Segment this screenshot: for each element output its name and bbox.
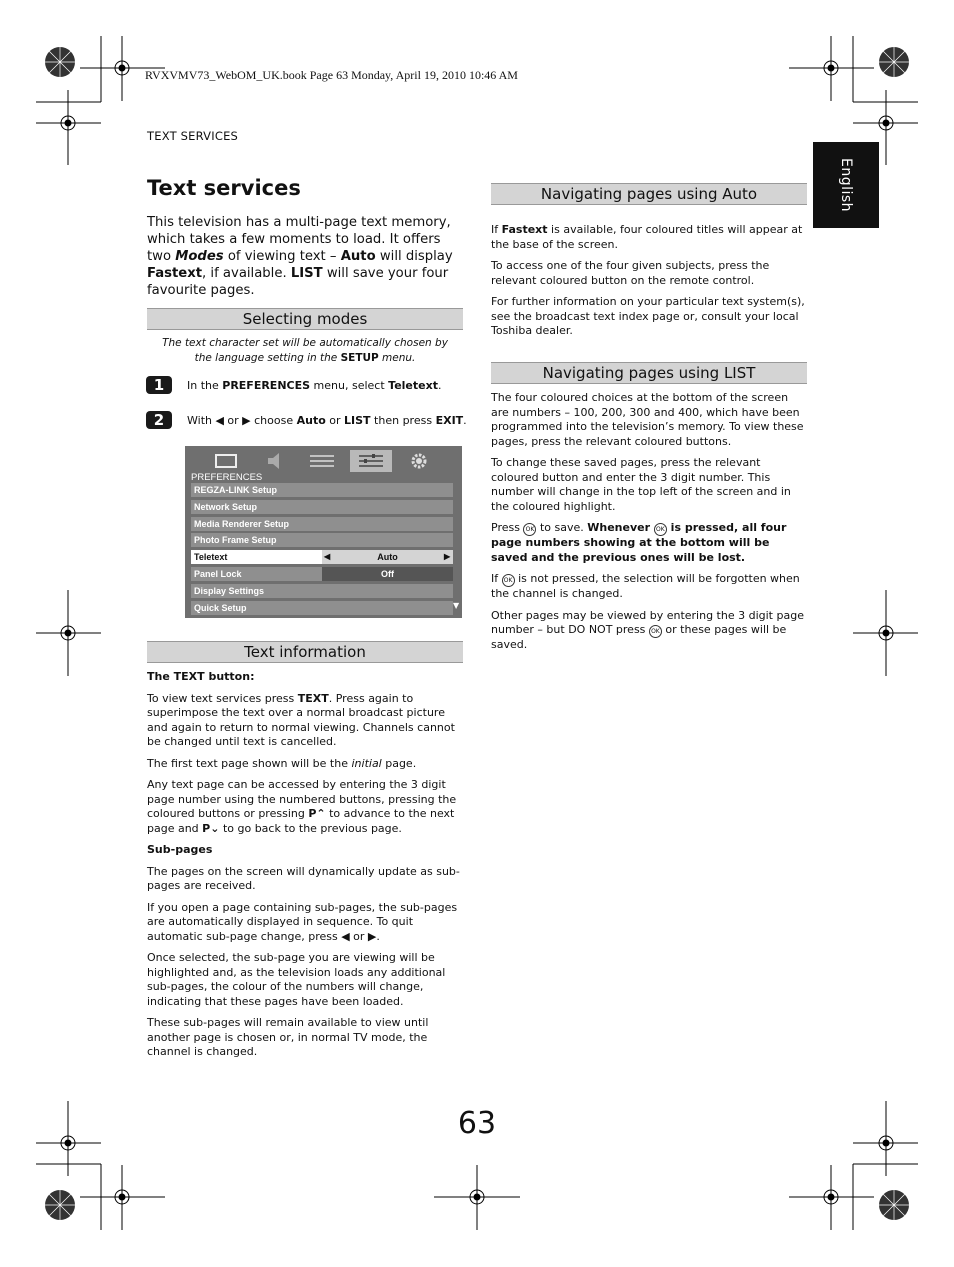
menu-item-display-settings[interactable]: Display Settings bbox=[191, 584, 453, 598]
menu-item-photo-frame[interactable]: Photo Frame Setup bbox=[191, 533, 453, 547]
text-info-paragraph: Any text page can be accessed by entering the 3 digit page number using the numbered buttons, pressing the coloured buttons or pressing P⌃ to advance to the next page and P⌄ to go back to the previous page. bbox=[147, 778, 457, 835]
sub-pages-subheading: Sub-pages bbox=[147, 843, 213, 856]
character-set-note: The text character set will be automatically chosen by the language setting in the SETUP menu. bbox=[162, 337, 448, 364]
nav-list-paragraph: If OK is not pressed, the selection will be forgotten when the channel is changed. bbox=[491, 572, 800, 600]
left-arrow-icon[interactable]: ◀ bbox=[324, 552, 331, 561]
ok-button-icon: OK bbox=[654, 523, 667, 536]
ok-button-icon: OK bbox=[649, 625, 662, 638]
language-tab-label: English bbox=[838, 157, 854, 213]
language-tab bbox=[813, 142, 879, 228]
nav-auto-paragraph: For further information on your particular text system(s), see the broadcast text index page or, consult your local Toshiba dealer. bbox=[491, 295, 805, 337]
text-info-paragraph: Once selected, the sub-page you are viewing will be highlighted and, as the television loads any additional sub-pages, the colour of the numbers will change, indicating that these pages have been loaded. bbox=[147, 951, 446, 1008]
nav-auto-paragraph: If Fastext is available, four coloured titles will appear at the base of the screen. bbox=[491, 223, 803, 251]
text-info-paragraph: The first text page shown will be the initial page. bbox=[147, 756, 417, 770]
text-info-paragraph: To view text services press TEXT. Press again to superimpose the text over a normal broadcast picture and again to return to normal viewing. Channels cannot be changed until text is cancelled. bbox=[147, 691, 455, 748]
nav-auto-heading: Navigating pages using Auto bbox=[491, 183, 807, 205]
intro-paragraph: This television has a multi-page text memory, which takes a few moments to load. It offers two Modes of viewing text – Auto will display Fastext, if available. LIST will save your four favourite pages. bbox=[147, 215, 453, 298]
text-info-paragraph: These sub-pages will remain available to view until another page is chosen or, in normal TV mode, the channel is changed. bbox=[147, 1016, 429, 1058]
scroll-down-icon[interactable]: ▼ bbox=[453, 601, 460, 610]
nav-list-paragraph: The four coloured choices at the bottom of the screen are numbers – 100, 200, 300 and 400, which have been programmed into the television’s memory. To view these pages, press the relevant coloured buttons. bbox=[491, 391, 804, 448]
picture-icon[interactable] bbox=[207, 450, 245, 472]
nav-list-paragraph: Other pages may be viewed by entering the 3 digit page number – but DO NOT press OK or these pages will be saved. bbox=[491, 608, 804, 651]
preferences-icon[interactable] bbox=[350, 450, 392, 472]
menu-item-media-renderer[interactable]: Media Renderer Setup bbox=[191, 517, 453, 531]
text-information-body bbox=[147, 670, 465, 1067]
nav-auto-body bbox=[491, 223, 807, 346]
text-info-paragraph: The pages on the screen will dynamically update as sub-pages are received. bbox=[147, 864, 460, 892]
preferences-menu-screenshot bbox=[185, 446, 462, 618]
step-2-text: With ◀ or ▶ choose Auto or LIST then press EXIT. bbox=[187, 414, 467, 427]
page-title: Text services bbox=[147, 176, 301, 200]
sound-icon[interactable] bbox=[255, 450, 293, 472]
menu-item-network-setup[interactable]: Network Setup bbox=[191, 500, 453, 514]
ok-button-icon: OK bbox=[523, 523, 536, 536]
nav-list-heading: Navigating pages using LIST bbox=[491, 362, 807, 384]
panel-lock-value[interactable]: Off bbox=[322, 567, 453, 581]
nav-list-body bbox=[491, 391, 809, 660]
section-label: TEXT SERVICES bbox=[147, 129, 239, 143]
text-info-paragraph: If you open a page containing sub-pages, the sub-pages are automatically displayed in sequence. To quit automatic sub-page change, press ◀ or ▶. bbox=[147, 900, 458, 943]
text-information-heading: Text information bbox=[147, 641, 463, 663]
teletext-value[interactable]: Auto bbox=[322, 550, 453, 564]
step-1-text: In the PREFERENCES menu, select Teletext. bbox=[187, 379, 442, 392]
ok-button-icon: OK bbox=[502, 574, 515, 587]
nav-list-paragraph: Press OK to save. Whenever OK is pressed, all four page numbers showing at the bottom will be saved and the previous ones will be lost. bbox=[491, 521, 787, 564]
page-number: 63 bbox=[457, 1106, 497, 1141]
selecting-modes-heading: Selecting modes bbox=[147, 308, 463, 330]
settings-gear-icon[interactable] bbox=[400, 450, 438, 472]
step-2-badge: 2 bbox=[146, 411, 172, 429]
step-1-badge: 1 bbox=[146, 376, 172, 394]
file-header: RVXVMV73_WebOM_UK.book Page 63 Monday, April 19, 2010 10:46 AM bbox=[145, 68, 518, 82]
text-button-subheading: The TEXT button: bbox=[147, 670, 255, 683]
nav-auto-paragraph: To access one of the four given subjects, press the relevant coloured button on the remote control. bbox=[491, 259, 770, 287]
menu-icon-bar bbox=[185, 446, 462, 474]
right-arrow-icon[interactable]: ▶ bbox=[444, 552, 451, 561]
setup-icon[interactable] bbox=[303, 450, 341, 472]
menu-item-teletext[interactable]: Teletext Auto ◀ ▶ bbox=[191, 550, 453, 564]
menu-heading: PREFERENCES bbox=[191, 472, 263, 483]
nav-list-paragraph: To change these saved pages, press the relevant coloured button and enter the 3 digit number. This number will change in the top left of the screen and in the coloured highlight. bbox=[491, 456, 791, 513]
menu-item-quick-setup[interactable]: Quick Setup bbox=[191, 601, 453, 615]
menu-item-panel-lock[interactable]: Panel Lock Off bbox=[191, 567, 453, 581]
menu-item-regza-link[interactable]: REGZA-LINK Setup bbox=[191, 483, 453, 497]
